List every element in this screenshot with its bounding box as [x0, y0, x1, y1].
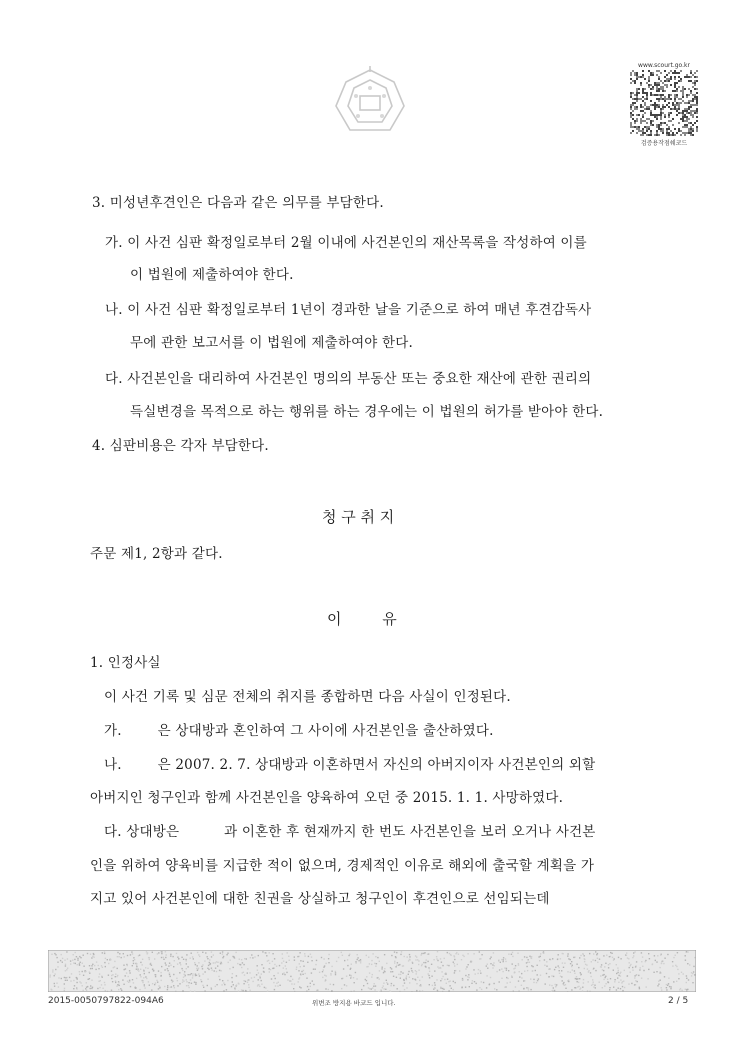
- fact-ga: 가. 은 상대방과 혼인하여 그 사이에 사건본인을 출산하였다.: [104, 723, 494, 739]
- fact-intro: 이 사건 기록 및 심문 전체의 취지를 종합하면 다음 사실이 인정된다.: [104, 689, 511, 705]
- fact-na-line2: 아버지인 청구인과 함께 사건본인을 양육하여 오던 중 2015. 1. 1. 사망하였다.: [90, 790, 564, 806]
- verification-qr-code: [630, 70, 698, 136]
- page-number: 2 / 5: [668, 996, 689, 1006]
- claim-heading: 청 구 취 지: [322, 508, 395, 526]
- verification-url: www.scourt.go.kr: [638, 62, 690, 69]
- document-id: 2015-0050797822-094A6: [48, 996, 164, 1006]
- fact-na-line1: 나. 은 2007. 2. 7. 상대방과 이혼하면서 자신의 아버지이자 사건본인의 외할: [104, 757, 596, 773]
- item-3-ga-line1: 가. 이 사건 심판 확정일로부터 2월 이내에 사건본인의 재산목록을 작성하여 이를: [105, 235, 587, 251]
- claim-text: 주문 제1, 2항과 같다.: [90, 546, 223, 562]
- fact-da-line3: 지고 있어 사건본인에 대한 친권을 상실하고 청구인이 후견인으로 선임되는데: [90, 891, 550, 907]
- court-emblem-icon: [332, 66, 408, 138]
- item-4: 4. 심판비용은 각자 부담한다.: [92, 438, 269, 454]
- reason-heading: 이 유: [327, 610, 397, 628]
- item-3-da-line2: 득실변경을 목적으로 하는 행위를 하는 경우에는 이 법원의 허가를 받아야 한다.: [130, 404, 604, 420]
- fact-da-line2: 인을 위하여 양육비를 지급한 적이 없으며, 경제적인 이유로 해외에 출국할 계획을 가: [90, 858, 595, 874]
- verification-caption: 검증용작점쉐코드: [640, 140, 688, 147]
- barcode-notice: 위변조 방지용 바코드 입니다.: [312, 999, 396, 1007]
- item-3-na-line1: 나. 이 사건 심판 확정일로부터 1년이 경과한 날을 기준으로 하여 매년 후견감독사: [105, 302, 592, 318]
- item-3-na-line2: 무에 관한 보고서를 이 법원에 제출하여야 한다.: [130, 335, 414, 351]
- anti-forgery-barcode: [48, 950, 696, 992]
- fact-da-line1: 다. 상대방은 과 이혼한 후 현재까지 한 번도 사건본인을 보러 오거나 사건본: [104, 824, 596, 840]
- item-3-ga-line2: 이 법원에 제출하여야 한다.: [130, 267, 294, 283]
- fact-title: 1. 인정사실: [90, 655, 161, 671]
- item-3: 3. 미성년후견인은 다음과 같은 의무를 부담한다.: [92, 195, 384, 211]
- item-3-da-line1: 다. 사건본인을 대리하여 사건본인 명의의 부동산 또는 중요한 재산에 관한 권리의: [105, 371, 592, 387]
